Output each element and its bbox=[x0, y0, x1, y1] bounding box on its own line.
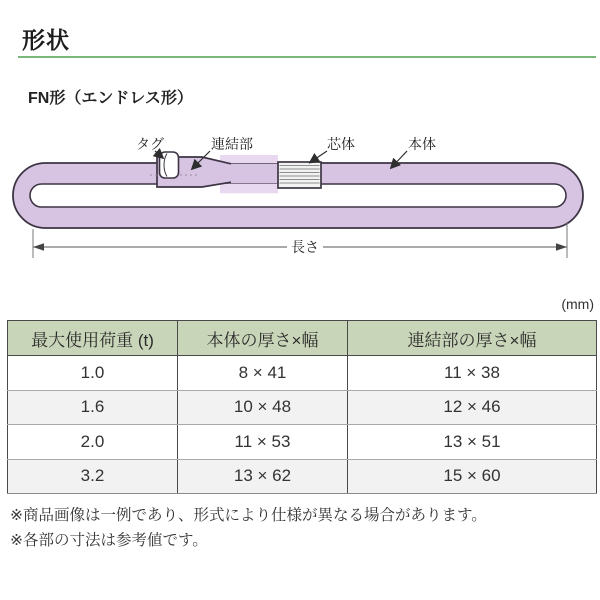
cell-max-load: 1.0 bbox=[8, 356, 178, 391]
page-title: 形状 bbox=[22, 27, 70, 53]
cell-max-load: 3.2 bbox=[8, 459, 178, 494]
label-core: 芯体 bbox=[327, 136, 355, 152]
cell-body-size: 10 × 48 bbox=[178, 390, 348, 425]
joint-highlight-bottom bbox=[220, 184, 278, 194]
cell-max-load: 2.0 bbox=[8, 425, 178, 460]
table-row bbox=[8, 425, 597, 460]
label-tag: タグ bbox=[136, 136, 164, 152]
label-body: 本体 bbox=[408, 136, 436, 152]
cell-joint-size: 11 × 38 bbox=[348, 356, 597, 391]
cell-body-size: 8 × 41 bbox=[178, 356, 348, 391]
tag-shape bbox=[160, 152, 179, 178]
table-row bbox=[8, 356, 597, 391]
model-subtitle: FN形（エンドレス形） bbox=[28, 90, 193, 107]
cell-joint-size: 15 × 60 bbox=[348, 459, 597, 494]
col-header-joint-size: 連結部の厚さ×幅 bbox=[348, 321, 597, 356]
table-row bbox=[8, 459, 597, 494]
table-header-row bbox=[8, 321, 597, 356]
table-row bbox=[8, 390, 597, 425]
cell-joint-size: 12 × 46 bbox=[348, 390, 597, 425]
cell-body-size: 13 × 62 bbox=[178, 459, 348, 494]
footnote-line: ※商品画像は一例であり、形式により仕様が異なる場合があります。 bbox=[10, 507, 487, 524]
cell-joint-size: 13 × 51 bbox=[348, 425, 597, 460]
joint-highlight-top bbox=[220, 155, 278, 163]
cell-body-size: 11 × 53 bbox=[178, 425, 348, 460]
col-header-body-size: 本体の厚さ×幅 bbox=[178, 321, 348, 356]
label-length: 長さ bbox=[291, 239, 319, 255]
label-joint: 連結部 bbox=[211, 136, 253, 152]
footnotes bbox=[10, 504, 487, 554]
spec-table bbox=[7, 320, 597, 494]
footnote-line: ※各部の寸法は参考値です。 bbox=[10, 531, 208, 549]
sling-diagram bbox=[0, 125, 600, 275]
unit-label: (mm) bbox=[561, 296, 594, 312]
col-header-max-load: 最大使用荷重 (t) bbox=[8, 321, 178, 356]
cell-max-load: 1.6 bbox=[8, 390, 178, 425]
title-underline bbox=[18, 56, 596, 58]
